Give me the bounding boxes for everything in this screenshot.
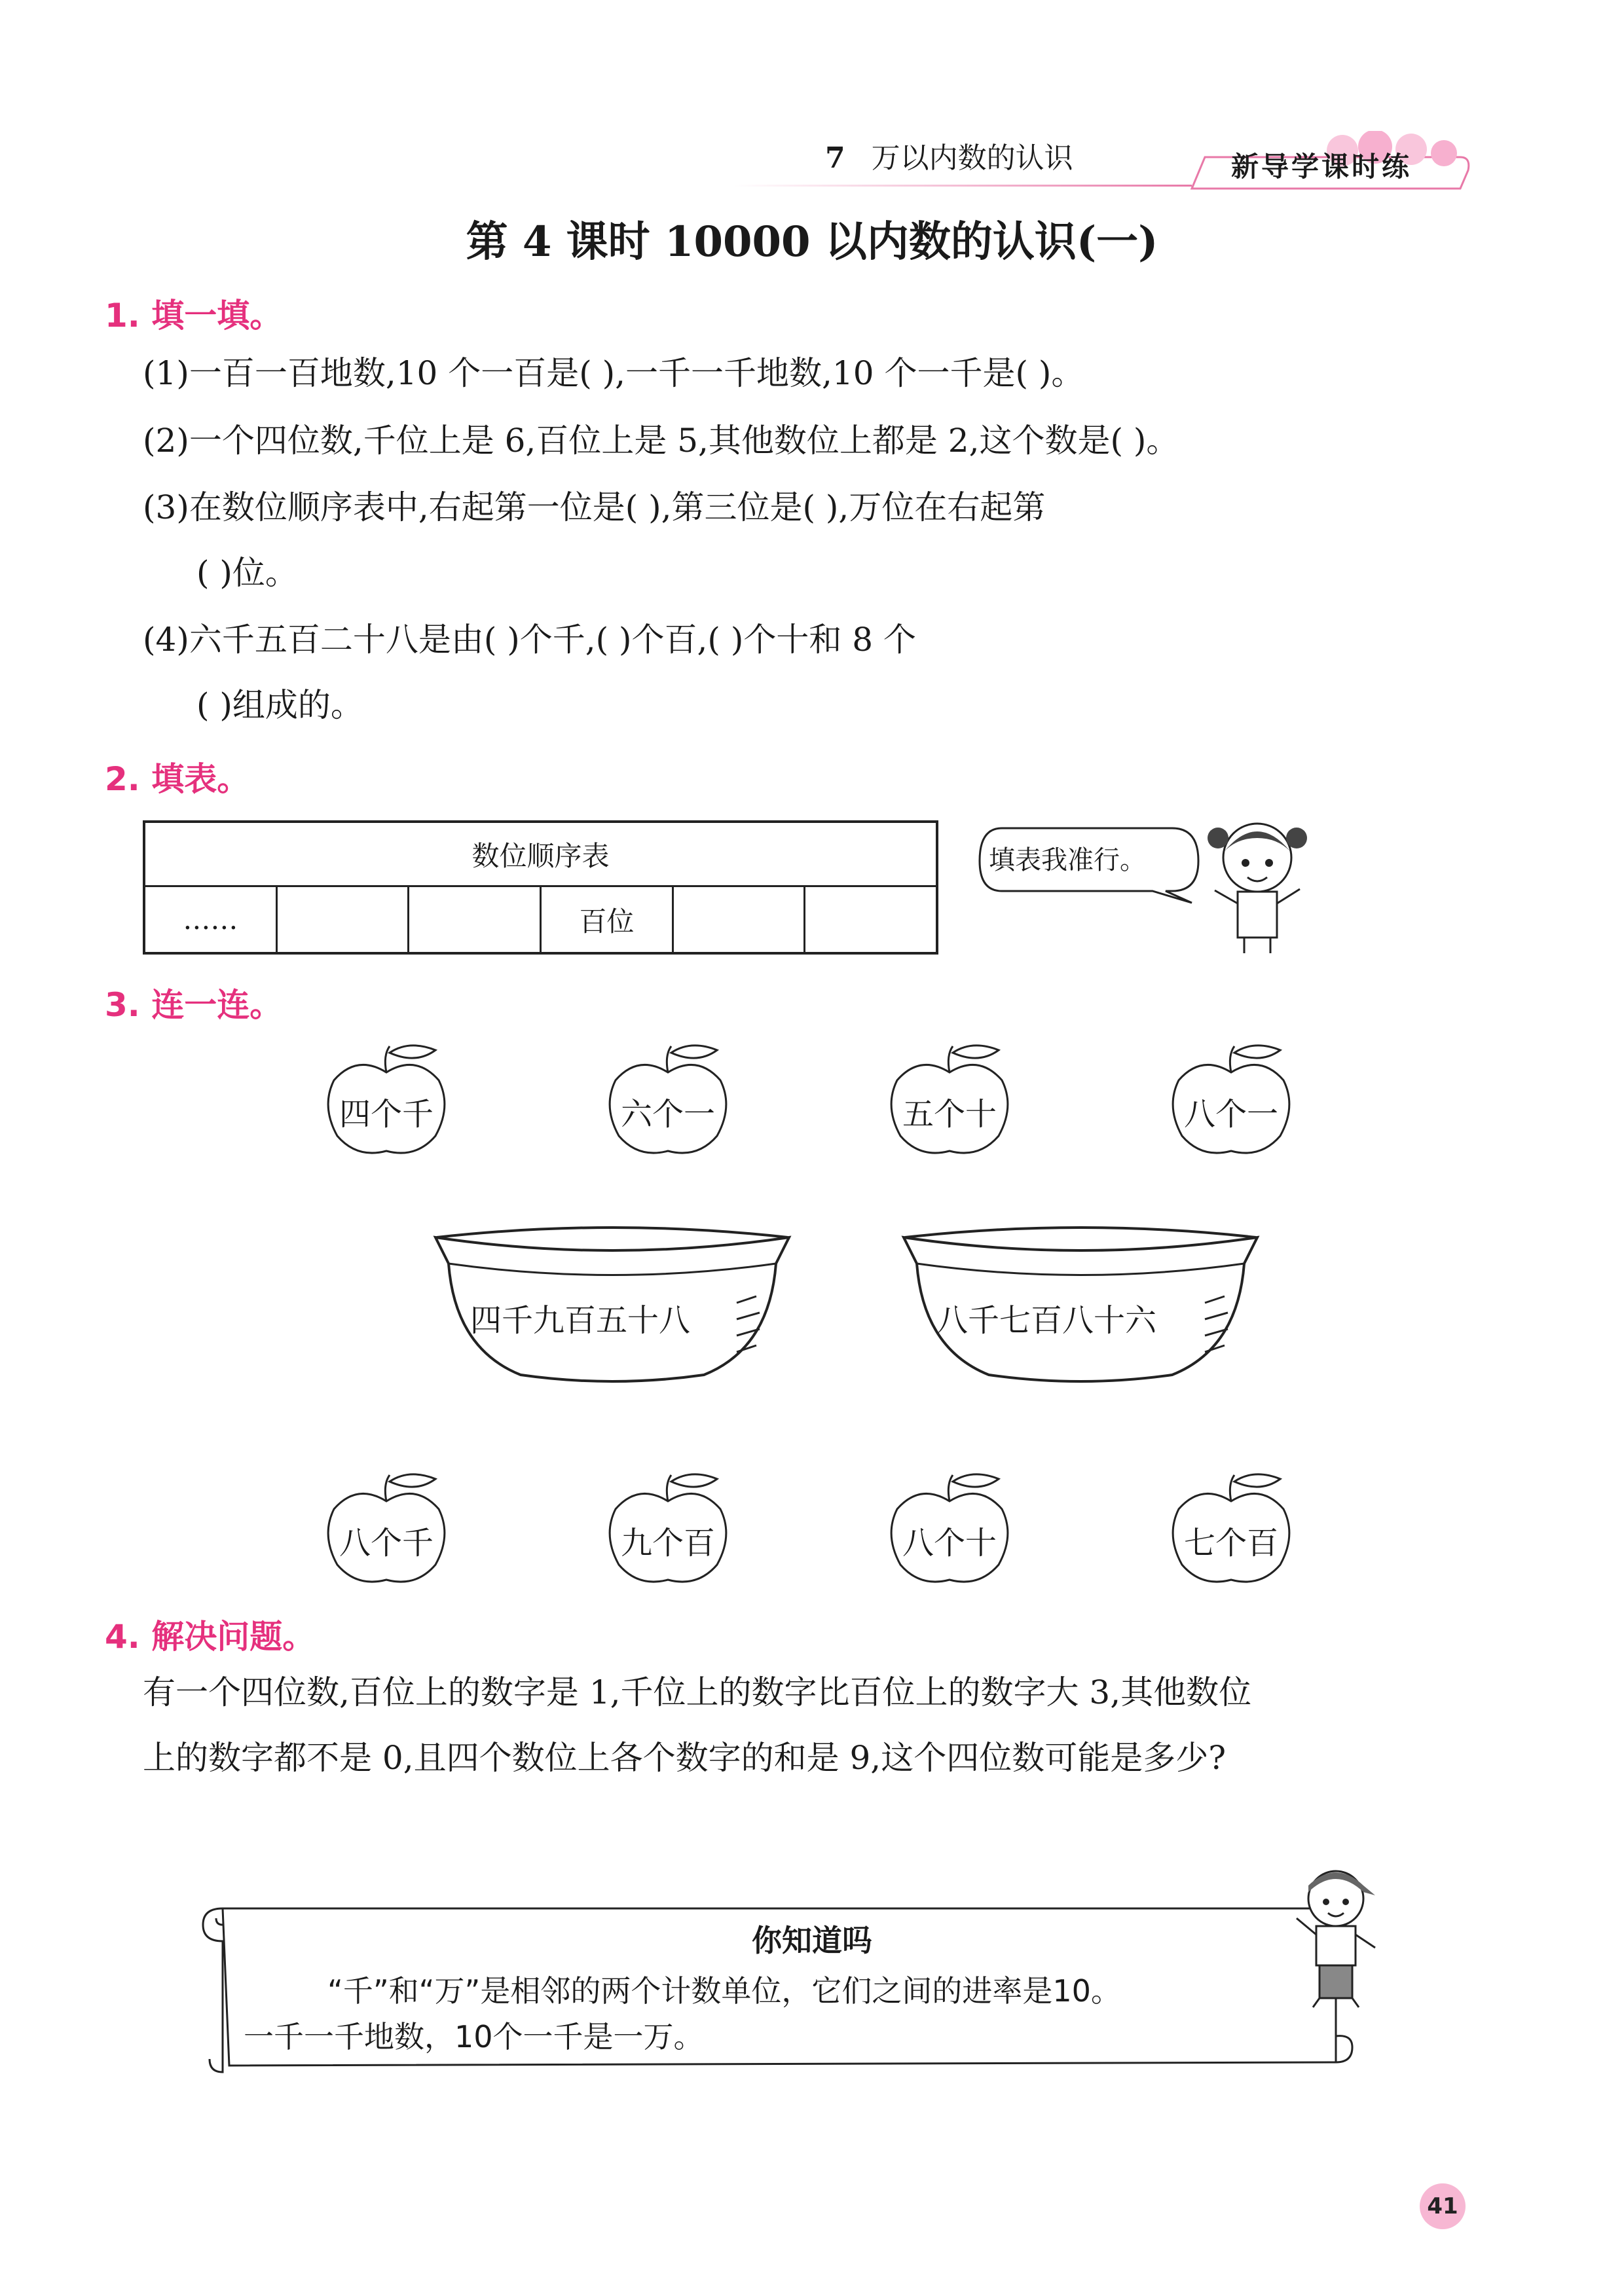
table-cell[interactable]	[674, 887, 806, 952]
section1-heading: 1. 填一填。	[105, 297, 283, 335]
boy-illustration	[1287, 1859, 1385, 2010]
q3-line-continued: ( )位。	[196, 554, 298, 592]
did-you-know-line: “千”和“万”是相邻的两个计数单位，它们之间的进率是10。	[327, 1973, 1121, 2009]
q4-line: (4)六千五百二十八是由( )个千,( )个百,( )个十和 8 个	[143, 621, 916, 659]
speech-bubble-text: 填表我准行。	[989, 845, 1146, 875]
basket-label-2[interactable]: 八千七百八十六	[936, 1302, 1157, 1339]
section4-heading: 4. 解决问题。	[105, 1618, 316, 1656]
apple-label-top-3[interactable]: 五个十	[902, 1096, 997, 1133]
apple-label-top-1[interactable]: 四个千	[339, 1096, 434, 1133]
series-name: 新导学课时练	[1231, 151, 1412, 183]
page-number: 41	[1420, 2183, 1466, 2229]
q1-line: (1)一百一百地数,10 个一百是( ),一千一千地数,10 个一千是( )。	[143, 354, 1084, 392]
unit-number: 7	[825, 141, 845, 175]
apple-label-top-4[interactable]: 八个一	[1183, 1096, 1278, 1133]
section2-heading: 2. 填表。	[105, 760, 250, 798]
table-cell: ……	[145, 887, 278, 952]
q4-line-continued: ( )组成的。	[196, 686, 363, 724]
did-you-know-line: 一千一千地数，10个一千是一万。	[244, 2019, 704, 2054]
place-value-table	[143, 820, 938, 955]
basket-label-1[interactable]: 四千九百五十八	[470, 1302, 691, 1339]
apple-label-bottom-2[interactable]: 九个百	[620, 1525, 715, 1561]
problem-line: 有一个四位数,百位上的数字是 1,千位上的数字比百位上的数字大 3,其他数位	[143, 1673, 1252, 1711]
header-rule	[733, 185, 1192, 187]
table-header: 数位顺序表	[145, 823, 936, 887]
apple-label-bottom-1[interactable]: 八个千	[339, 1525, 434, 1561]
problem-line: 上的数字都不是 0,且四个数位上各个数字的和是 9,这个四位数可能是多少?	[143, 1739, 1227, 1777]
table-cell: 百位	[542, 887, 674, 952]
apple-label-bottom-4[interactable]: 七个百	[1183, 1525, 1278, 1561]
q2-line: (2)一个四位数,千位上是 6,百位上是 5,其他数位上都是 2,这个数是( )。	[143, 422, 1179, 460]
table-cell[interactable]	[278, 887, 410, 952]
unit-title: 万以内数的认识	[871, 141, 1073, 175]
table-cell[interactable]	[805, 887, 936, 952]
apple-label-top-2[interactable]: 六个一	[620, 1096, 715, 1133]
lesson-title: 第 4 课时 10000 以内数的认识(一)	[466, 217, 1158, 266]
apple-label-bottom-3[interactable]: 八个十	[902, 1525, 997, 1561]
q3-line: (3)在数位顺序表中,右起第一位是( ),第三位是( ),万位在右起第	[143, 488, 1046, 526]
did-you-know-title: 你知道吗	[752, 1923, 872, 1958]
section3-heading: 3. 连一连。	[105, 986, 283, 1024]
girl-illustration	[1205, 812, 1310, 956]
table-cell[interactable]	[409, 887, 542, 952]
unit-header	[825, 134, 1073, 176]
